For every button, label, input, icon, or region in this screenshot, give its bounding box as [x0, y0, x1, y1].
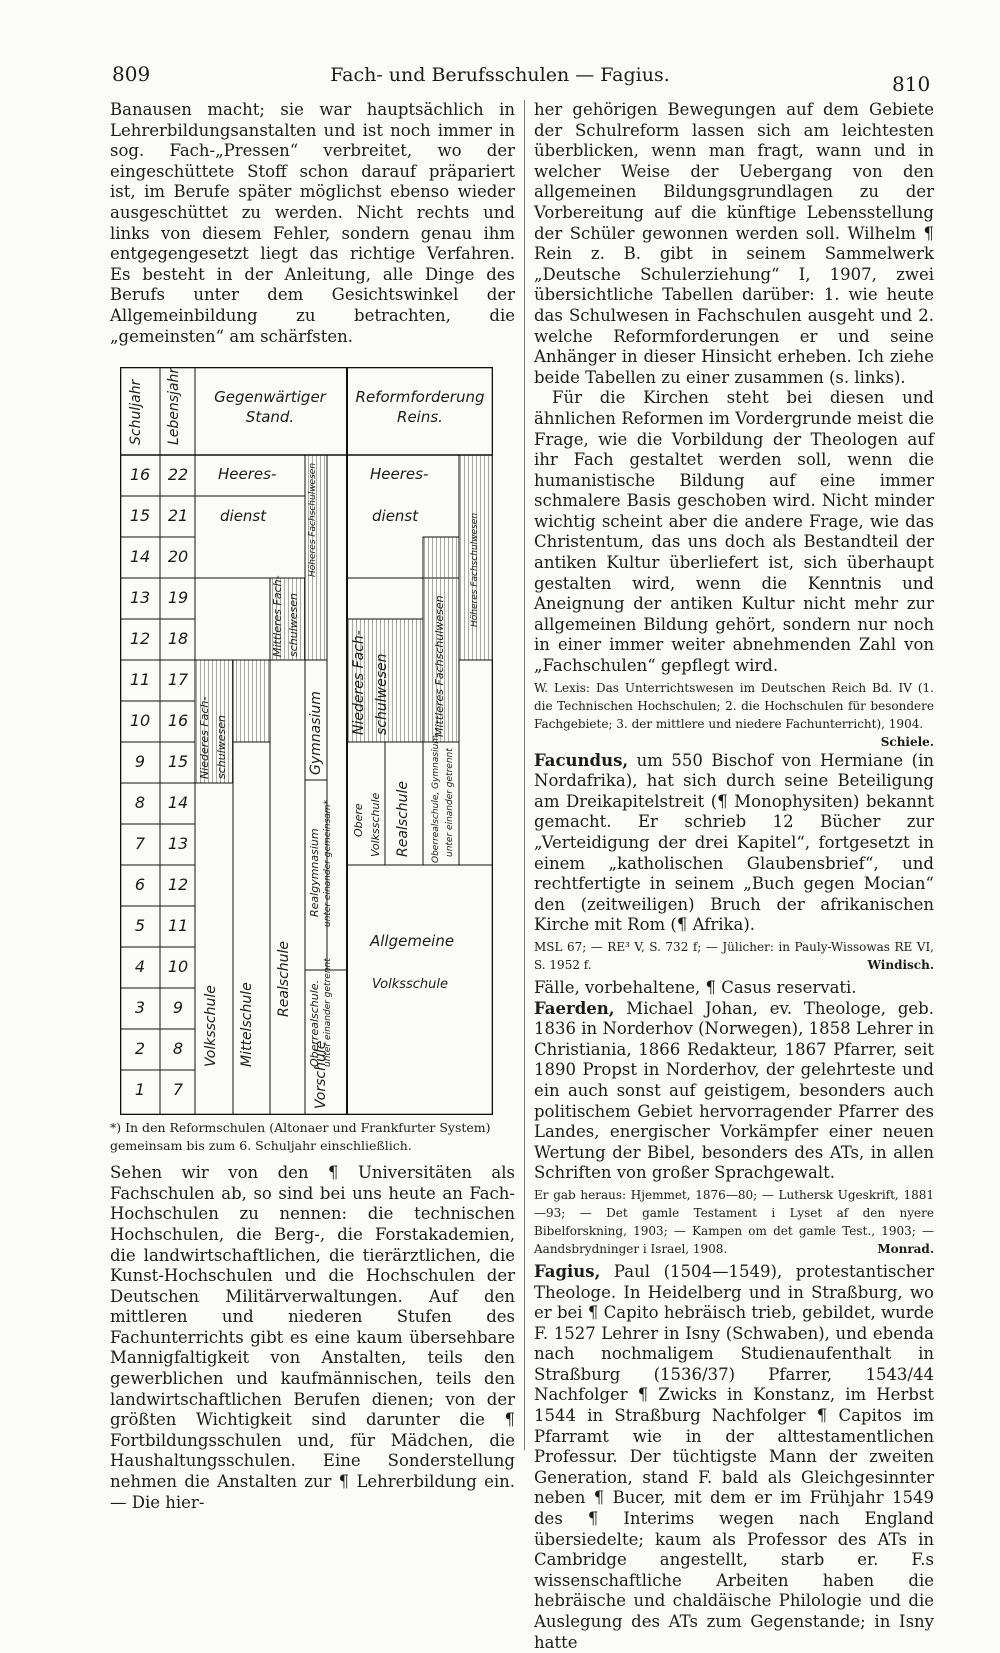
allgemeine-volksschule-label: Volksschule [372, 977, 449, 993]
entry-faerden-head: Faerden, [534, 998, 615, 1018]
schuljahr-cell: 11 [129, 670, 151, 690]
lebensjahr-cell: 13 [167, 834, 189, 854]
realgymnasium-label: Realgymnasium [308, 828, 321, 918]
lebensjahr-cell: 21 [167, 506, 189, 526]
author-signature-monrad: Monrad. [877, 1241, 934, 1256]
lebensjahr-cell: 14 [167, 793, 189, 813]
reform-hoeheres-label: Höheres Fachschulwesen [470, 513, 480, 628]
running-title: Fach- und Berufsschulen — Fagius. [330, 64, 670, 86]
lebensjahr-cell: 20 [167, 547, 189, 567]
lebensjahr-cell: 9 [172, 998, 184, 1018]
lebensjahr-cell: 10 [167, 957, 189, 977]
reference-lexis [534, 679, 934, 749]
lebensjahr-cell: 17 [167, 670, 189, 690]
entry-facundus [534, 751, 934, 936]
schuljahr-cell: 14 [129, 547, 151, 567]
unter-getrennt-label: unter einander getrennt [323, 958, 333, 1068]
lebensjahr-cell: 18 [167, 629, 189, 649]
reference-lexis-text: W. Lexis: Das Unterrichtswesen im Deutschen Reich Bd. IV (1. die Technischen Hochschulen; 2. die Hochschulen für besondere Fachgebiete; 3. der mittlere und niedere Fachunterricht), 1904. [534, 680, 934, 731]
reform-volksschule-label: Volksschule [369, 792, 382, 858]
right-paragraph-1: her gehörigen Bewegungen auf dem Gebiete der Schulreform lassen sich am leichtesten überblicken, wenn man fragt, wann und in welcher Weise der Uebergang von den allgemeinen Bildungsgrundlagen zu der Vorbereitung auf die künftige Lebensstellung der Schüler gewonnen werden soll. Wilhelm ¶ Rein z. B. gibt in seinem Sammelwerk „Deutsche Schulerziehung“ I, 1907, zwei übersichtliche Tabellen darüber: 1. wie heute das Schulwesen in Fachschulen ausgeht und 2. welche Reformforderungen er und seine Anhänger in dieser Hinsicht erheben. Ich ziehe beide Tabellen zu einer zusammen (s. links). [534, 100, 934, 387]
lebensjahr-cell: 8 [172, 1039, 184, 1059]
reform-niederes-label: Niederes Fach- [351, 630, 367, 736]
lebensjahr-cell: 12 [167, 875, 189, 895]
reference-facundus-text: MSL 67; — RE³ V, S. 732 f; — Jülicher: in Pauly-Wissowas RE VI, S. 1952 f. [534, 939, 934, 972]
entry-fagius-head: Fagius, [534, 1261, 601, 1281]
schuljahr-cell: 16 [129, 465, 151, 485]
head-reform: Reformforderung Reins. [355, 388, 485, 427]
schuljahr-cell: 8 [134, 793, 146, 813]
reference-facundus [534, 938, 934, 974]
schuljahr-cell: 13 [129, 588, 151, 608]
gymnasium-label: Gymnasium [308, 691, 324, 776]
mittelschule-label: Mittelschule [239, 982, 255, 1068]
entry-faerden [534, 999, 934, 1184]
page-number-right: 810 [892, 72, 931, 96]
schulwesen-label-1: schulwesen [287, 593, 300, 658]
reform-realschule-label: Realschule [395, 781, 411, 858]
lebensjahr-cell: 11 [167, 916, 189, 936]
reform-obere-label: Obere [352, 803, 365, 838]
schuljahr-cell: 12 [129, 629, 151, 649]
heeres-label-current: Heeres- [218, 465, 277, 484]
dienst-label-current: dienst [220, 507, 267, 526]
reform-mittleres-label: Mittleres Fachschulwesen [433, 595, 446, 738]
right-paragraph-2: Für die Kirchen steht bei diesen und ähnlichen Reformen im Vordergrunde meist die Frage, wie die Vorbildung der Theologen auf ihr Fach gestaltet werden soll, wenn die humanistische Bildung auf eine immer schmalere Basis geschoben wird. Nicht minder wichtig scheint aber die andere Frage, wie das Christentum, das uns doch als Bestandteil der antiken Kultur überliefert ist, sich überhaupt gestalten wird, wenn die Kenntnis und Aneignung der antiken Kultur nicht mehr zur allgemeinen Bildung gehört, sondern nur noch in einer immer weiter abnehmenden Zahl von „Fachschulen“ gepflegt wird. [534, 388, 934, 676]
lebensjahr-cell: 15 [167, 752, 189, 772]
unter-gemeinsam-label: unter einander gemeinsam* [323, 800, 333, 928]
schuljahr-cell: 4 [134, 957, 146, 977]
page-number-left: 809 [112, 62, 151, 86]
left-paragraph-2: Sehen wir von den ¶ Universitäten als Fachschulen ab, so sind bei uns heute an Fach-Hochschulen zu nennen: die technischen Hochschulen, die Berg-, die Forstakademien, die landwirtschaftlichen, die tierärztlichen, die Kunst-Hochschulen und die Hochschulen der Deutschen Militärverwaltungen. Auf den mittleren und niederen Stufen des Fachunterrichts gibt es eine kaum übersehbare Mannigfaltigkeit von Anstalten, teils den gewerblichen und kaufmännischen, teils den landwirtschaftlichen Berufen dienen; von der größten Wichtigkeit sind darunter die ¶ Fortbildungsschulen und, für Mädchen, die Haushaltungsschulen. Eine Sonderstellung nehmen die Anstalten zur ¶ Lehrerbildung ein. — Die hier- [110, 1163, 515, 1512]
author-signature-windisch: Windisch. [867, 957, 934, 972]
col-schuljahr-label: Schuljahr [128, 379, 144, 446]
head-current-state: Gegenwärtiger Stand. [214, 388, 326, 427]
mittleres-fach-label: Mittleres Fach- [271, 575, 284, 658]
reform-schulwesen-label: schulwesen [374, 653, 390, 736]
schuljahr-cell: 1 [134, 1080, 146, 1100]
entry-faelle: Fälle, vorbehaltene, ¶ Casus reservati. [534, 977, 857, 997]
dienst-label-reform: dienst [372, 507, 419, 526]
entry-fagius-text: Paul (1504—1549), protestantischer Theologe. In Heidelberg und in Straßburg, wo er bei ¶ Capito hebräisch trieb, gebildet, wurde F. 1527 Lehrer in Isny (Schwaben), und ebenda nach nochmaligem Studienaufenthalt in Straßburg (1536/37) Pfarrer, 1543/44 Nachfolger ¶ Zwicks in Konstanz, im Herbst 1544 in Straßburg Nachfolger ¶ Capitos im Pfarramt wie in der alttestamentlichen Professur. Der tüchtigste Mann der zweiten Generation, stand F. bald als Gleichgesinnter neben ¶ Bucer, mit dem er im Frühjahr 1549 des ¶ Interims wegen nach England übersiedelte; kaum als Professor des ATs in Cambridge angestellt, starb er. F.s wissenschaftliche Arbeiten haben die hebräische und chaldäische Philologie und die Auslegung des ATs zum Gegenstande; in Isny hatte [534, 1261, 934, 1652]
allgemeine-label: Allgemeine [370, 932, 455, 951]
table-footnote: *) In den Reformschulen (Altonaer und Frankfurter System) gemeinsam bis zum 6. Schuljahr einschließlich. [110, 1120, 491, 1154]
schuljahr-cell: 9 [134, 752, 146, 772]
entry-fagius [534, 1262, 934, 1653]
oberrealschule-label: Oberrealschule. [308, 980, 321, 1068]
entry-facundus-text: um 550 Bischof von Hermiane (in Nordafrika), hat sich durch seine Beteiligung am Dreikapitelstreit (¶ Monophysiten) bekannt gemacht. Er schrieb 12 Bücher zur „Verteidigung der drei Kapitel“, fortgesetzt in einem „katholischen Glaubensbrief“, und rechtfertigte in seinem „Buch gegen Mocian“ den (zeitweiligen) Bruch der afrikanischen Kirche mit Rom (¶ Afrika). [534, 750, 934, 935]
heeres-label-reform: Heeres- [370, 465, 429, 484]
lebensjahr-cell: 22 [167, 465, 189, 485]
lebensjahr-cell: 7 [172, 1080, 184, 1100]
left-column [110, 100, 515, 1513]
reform-unter-getrennt-label: unter einander getrennt [445, 748, 455, 858]
col-lebensjahr-label: Lebensjahr [166, 367, 182, 446]
hoeheres-fach-current-label: Höheres Fachschulwesen [308, 463, 318, 578]
left-intro-paragraph: Banausen macht; sie war hauptsächlich in Lehrerbildungsanstalten und ist noch immer in sog. Fach-„Pressen“ verbreitet, wo der eingeschüttete Stoff schon darauf präpariert ist, im Berufe später möglichst ebenso wieder ausgeschüttet zu werden. Nicht rechts und links von diesem Fehler, sondern genau ihm entgegengesetzt liegt das richtige Verfahren. Es besteht in der Anleitung, alle Dinge des Berufs unter dem Gesichtswinkel der Allgemeinbildung zu betrachten, die „gemeinsten“ am schärfsten. [110, 100, 515, 346]
school-system-table [120, 367, 493, 1115]
entry-facundus-head: Facundus, [534, 750, 629, 770]
column-divider [524, 100, 525, 1450]
schuljahr-cell: 7 [134, 834, 146, 854]
author-signature-schiele: Schiele. [880, 734, 934, 749]
reference-faerden [534, 1186, 934, 1258]
page-header [0, 62, 1000, 96]
schuljahr-cell: 5 [134, 916, 146, 936]
schuljahr-cell: 15 [129, 506, 151, 526]
schuljahr-cell: 10 [129, 711, 151, 731]
schuljahr-cell: 6 [134, 875, 146, 895]
niederes-fach-label: Niederes Fach- [198, 696, 211, 780]
lebensjahr-cell: 19 [167, 588, 189, 608]
lebensjahr-cell: 16 [167, 711, 189, 731]
volksschule-label: Volksschule [203, 985, 219, 1068]
reform-oberreal-gym-label: Oberrealschule, Gymnasium [431, 735, 441, 864]
entry-faerden-text: Michael Johan, ev. Theologe, geb. 1836 in Norderhov (Norwegen), 1858 Lehrer in Christiania, 1866 Redakteur, 1867 Pfarrer, seit 1890 Propst in Norderhov, der gelehrteste und ein auch sonst auf geistigem, besonders auch politischem Gebiet hervorragender Pfarrer des Landes, energischer Vorkämpfer einer neuen Wertung der Bibel, besonders des ATs, in allen Schriften von großer Sprachgewalt. [534, 998, 934, 1183]
vorschule-label: Vorschule [313, 1040, 329, 1110]
schuljahr-cell: 3 [134, 998, 146, 1018]
reference-faerden-text: Er gab heraus: Hjemmet, 1876—80; — Luthersk Ugeskrift, 1881—93; — Det gamle Testament i Lyset af den nyere Bibelforskning, 1903; — Kampen om det gamle Test., 1903; — Aandsbrydninger i Israel, 1908. [534, 1187, 934, 1256]
right-column [534, 100, 934, 1653]
schulwesen-label-2: schulwesen [215, 715, 228, 780]
realschule-label: Realschule [276, 941, 292, 1018]
schuljahr-cell: 2 [134, 1039, 146, 1059]
